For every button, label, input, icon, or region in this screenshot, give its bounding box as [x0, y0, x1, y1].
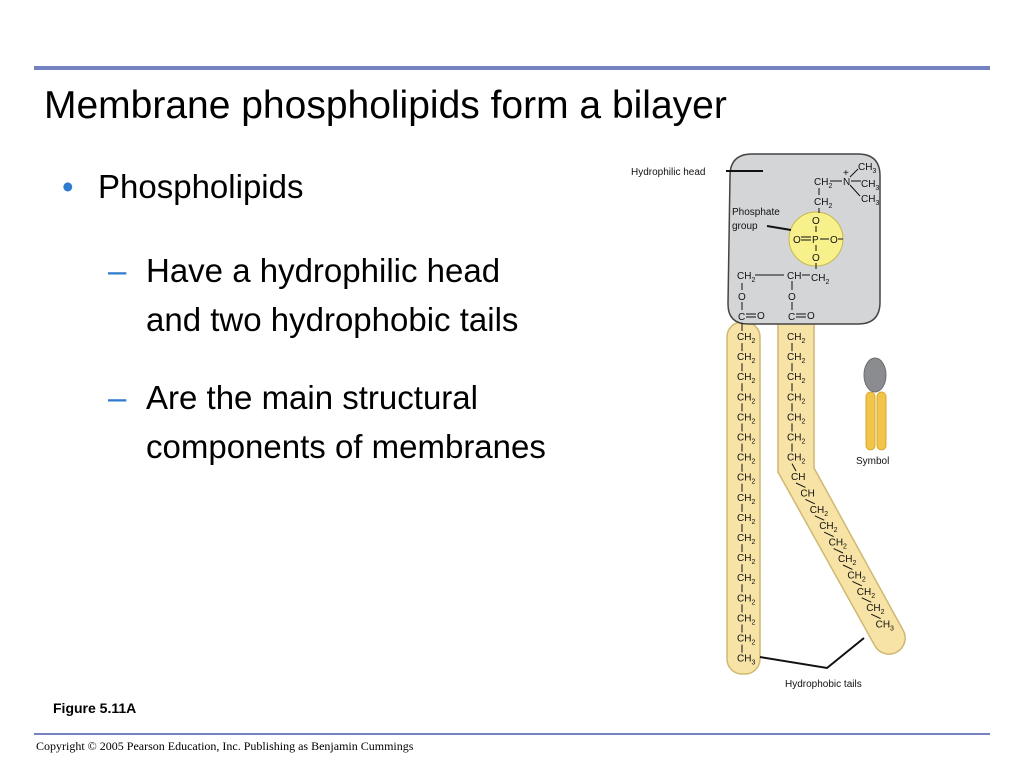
right-tail-ch2: $CH_2$	[787, 372, 806, 386]
left-tail-ch2: $CH_2$	[737, 412, 756, 426]
right-tail-ch2: $CH_2$	[847, 570, 866, 584]
left-tail-ch2: $CH_2$	[737, 633, 756, 647]
symbol-label: Symbol	[856, 456, 890, 467]
ch2-a: $CH_2$	[814, 177, 833, 190]
left-tail-ch2: $CH_2$	[737, 392, 756, 406]
ester-o-left: O	[738, 292, 746, 303]
carbonyl-c-left: C	[738, 312, 746, 323]
left-tail-ch2: $CH_2$	[737, 332, 756, 345]
bullet-marker: •	[62, 168, 74, 205]
right-tail-ch2: $CH_2$	[856, 586, 876, 600]
ch3-mid: $CH_3$	[861, 179, 880, 192]
right-tail-ch: CH	[791, 472, 806, 483]
ester-o-right: O	[788, 292, 796, 303]
left-tail-ch2: $CH_2$	[737, 512, 756, 526]
oxygen-bottom: O	[812, 253, 820, 264]
oxygen-right: O	[830, 235, 838, 246]
right-tail-ch2: $CH_2$	[787, 352, 806, 366]
right-tail-ch3: $CH_3$	[875, 619, 894, 633]
ch3-bottom: $CH_3$	[861, 194, 880, 207]
right-tail-ch2: $CH_2$	[828, 537, 847, 551]
left-tail-ch2: $CH_2$	[737, 452, 756, 466]
symbol-head	[864, 358, 886, 392]
sub-bullet-line: Have a hydrophilic head	[146, 252, 501, 289]
copyright-notice: Copyright © 2005 Pearson Education, Inc. Publishing as Benjamin Cummings	[36, 739, 414, 753]
right-tail-ch2: $CH_2$	[819, 521, 838, 535]
symbol-tail-left	[866, 392, 875, 450]
right-tail-ch2: $CH_2$	[838, 554, 857, 567]
sub-bullet-dash: –	[108, 379, 127, 416]
phospholipid-diagram	[620, 150, 1000, 700]
phosphate-label-line1: Phosphate	[732, 207, 780, 218]
sub-bullet-line: components of membranes	[146, 428, 546, 465]
sub-bullet-text	[146, 246, 518, 344]
symbol-tail-right	[877, 392, 886, 450]
right-tail-ch2: $CH_2$	[787, 332, 806, 345]
left-tail-ch2: $CH_2$	[737, 613, 756, 627]
hydrophobic-tails-label: Hydrophobic tails	[785, 679, 862, 690]
bullet-text: Phospholipids	[98, 168, 304, 205]
sub-bullet-text	[146, 373, 546, 471]
right-tail-ch2: $CH_2$	[787, 452, 806, 466]
carbonyl-c-right: C	[788, 312, 796, 323]
right-tail-ch2: $CH_2$	[866, 603, 885, 617]
left-tail-ch3: $CH_3$	[737, 653, 756, 667]
top-divider	[34, 66, 990, 70]
left-tail-ch2: $CH_2$	[737, 372, 756, 386]
hydrophilic-head-label: Hydrophilic head	[631, 167, 706, 178]
nitrogen: N	[843, 177, 851, 188]
glycerol-ch2-right: $CH_2$	[811, 273, 830, 286]
right-tail-ch2: $CH_2$	[787, 432, 806, 446]
sub-bullet-line: Are the main structural	[146, 379, 478, 416]
left-tail-ch2: $CH_2$	[737, 533, 756, 546]
right-tail-ch: CH	[800, 488, 815, 500]
slide-title: Membrane phospholipids form a bilayer	[44, 84, 727, 127]
phospholipid-symbol	[864, 358, 886, 450]
ch3-top: $CH_3$	[858, 162, 877, 175]
phosphorus: P	[812, 235, 819, 246]
carbonyl-o-left: O	[757, 311, 765, 322]
glycerol-ch2-left: $CH_2$	[737, 271, 756, 284]
carbonyl-o-right: O	[807, 311, 815, 322]
left-tail-ch2: $CH_2$	[737, 553, 756, 567]
glycerol-ch: CH	[787, 271, 802, 282]
left-tail-ch2: $CH_2$	[737, 593, 756, 607]
left-tail-ch2: $CH_2$	[737, 573, 756, 587]
oxygen-top: O	[812, 216, 820, 227]
phosphate-label-line2: group	[732, 221, 758, 232]
right-tail-ch2: $CH_2$	[809, 504, 829, 518]
right-tail-ch2: $CH_2$	[787, 392, 806, 406]
bottom-divider	[34, 733, 990, 735]
left-tail-ch2: $CH_2$	[737, 492, 756, 506]
right-tail-ch2: $CH_2$	[787, 412, 806, 426]
sub-bullet-line: and two hydrophobic tails	[146, 301, 519, 338]
oxygen-left: O	[793, 235, 801, 246]
ch2-b: $CH_2$	[814, 197, 833, 210]
left-tail-ch2: $CH_2$	[737, 352, 756, 366]
figure-label: Figure 5.11A	[53, 700, 137, 716]
sub-bullet-dash: –	[108, 252, 127, 289]
tails-leader	[760, 638, 864, 668]
left-tail-ch2: $CH_2$	[737, 432, 756, 446]
plus-sign: +	[843, 168, 849, 179]
left-tail-ch2: $CH_2$	[737, 472, 756, 486]
